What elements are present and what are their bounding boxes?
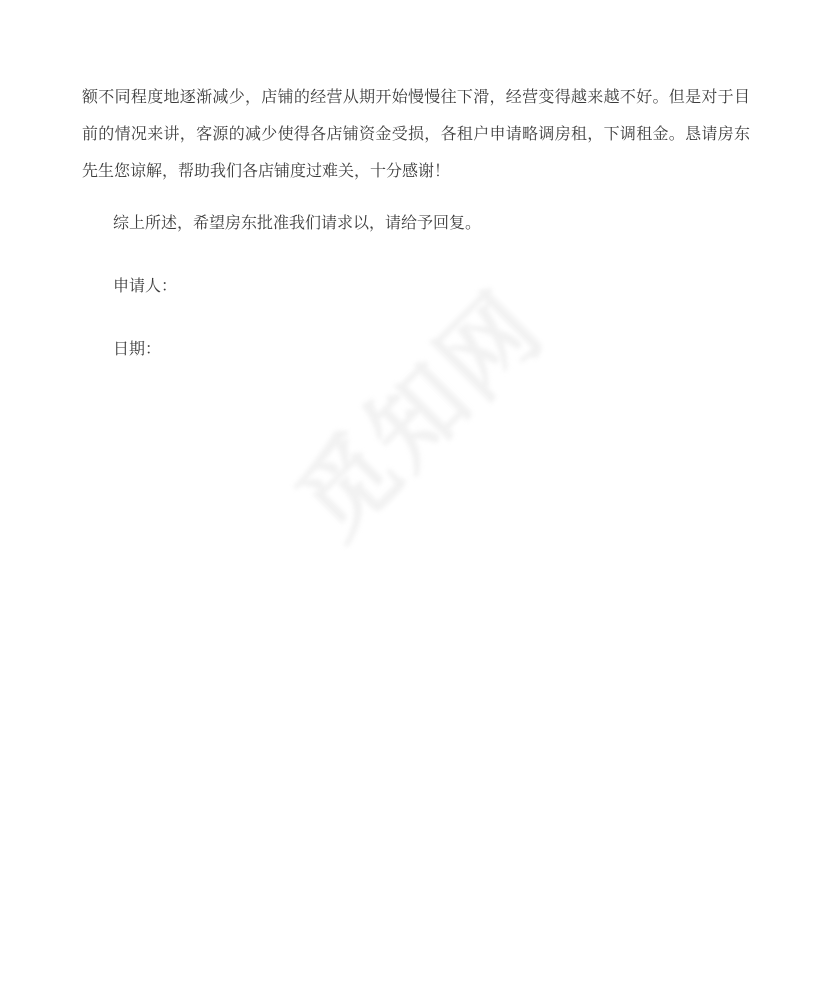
paragraph-conclusion: 综上所述，希望房东批准我们请求以，请给予回复。: [113, 215, 482, 232]
paragraph-line: 前的情况来讲，客源的减少使得各店铺资金受损，各租户申请略调房租，下调租金。恳请房东: [82, 126, 750, 143]
paragraph-line: 先生您谅解，帮助我们各店铺度过难关，十分感谢！: [82, 163, 451, 180]
paragraph-main: [82, 79, 750, 190]
watermark-text: 觅知网: [278, 273, 564, 559]
applicant-label: 申请人：: [113, 278, 178, 295]
paragraph-line: 额不同程度地逐渐减少，店铺的经营从期开始慢慢往下滑，经营变得越来越不好。但是对于目: [82, 89, 750, 106]
date-label: 日期：: [113, 341, 162, 358]
document-body: [82, 79, 750, 368]
